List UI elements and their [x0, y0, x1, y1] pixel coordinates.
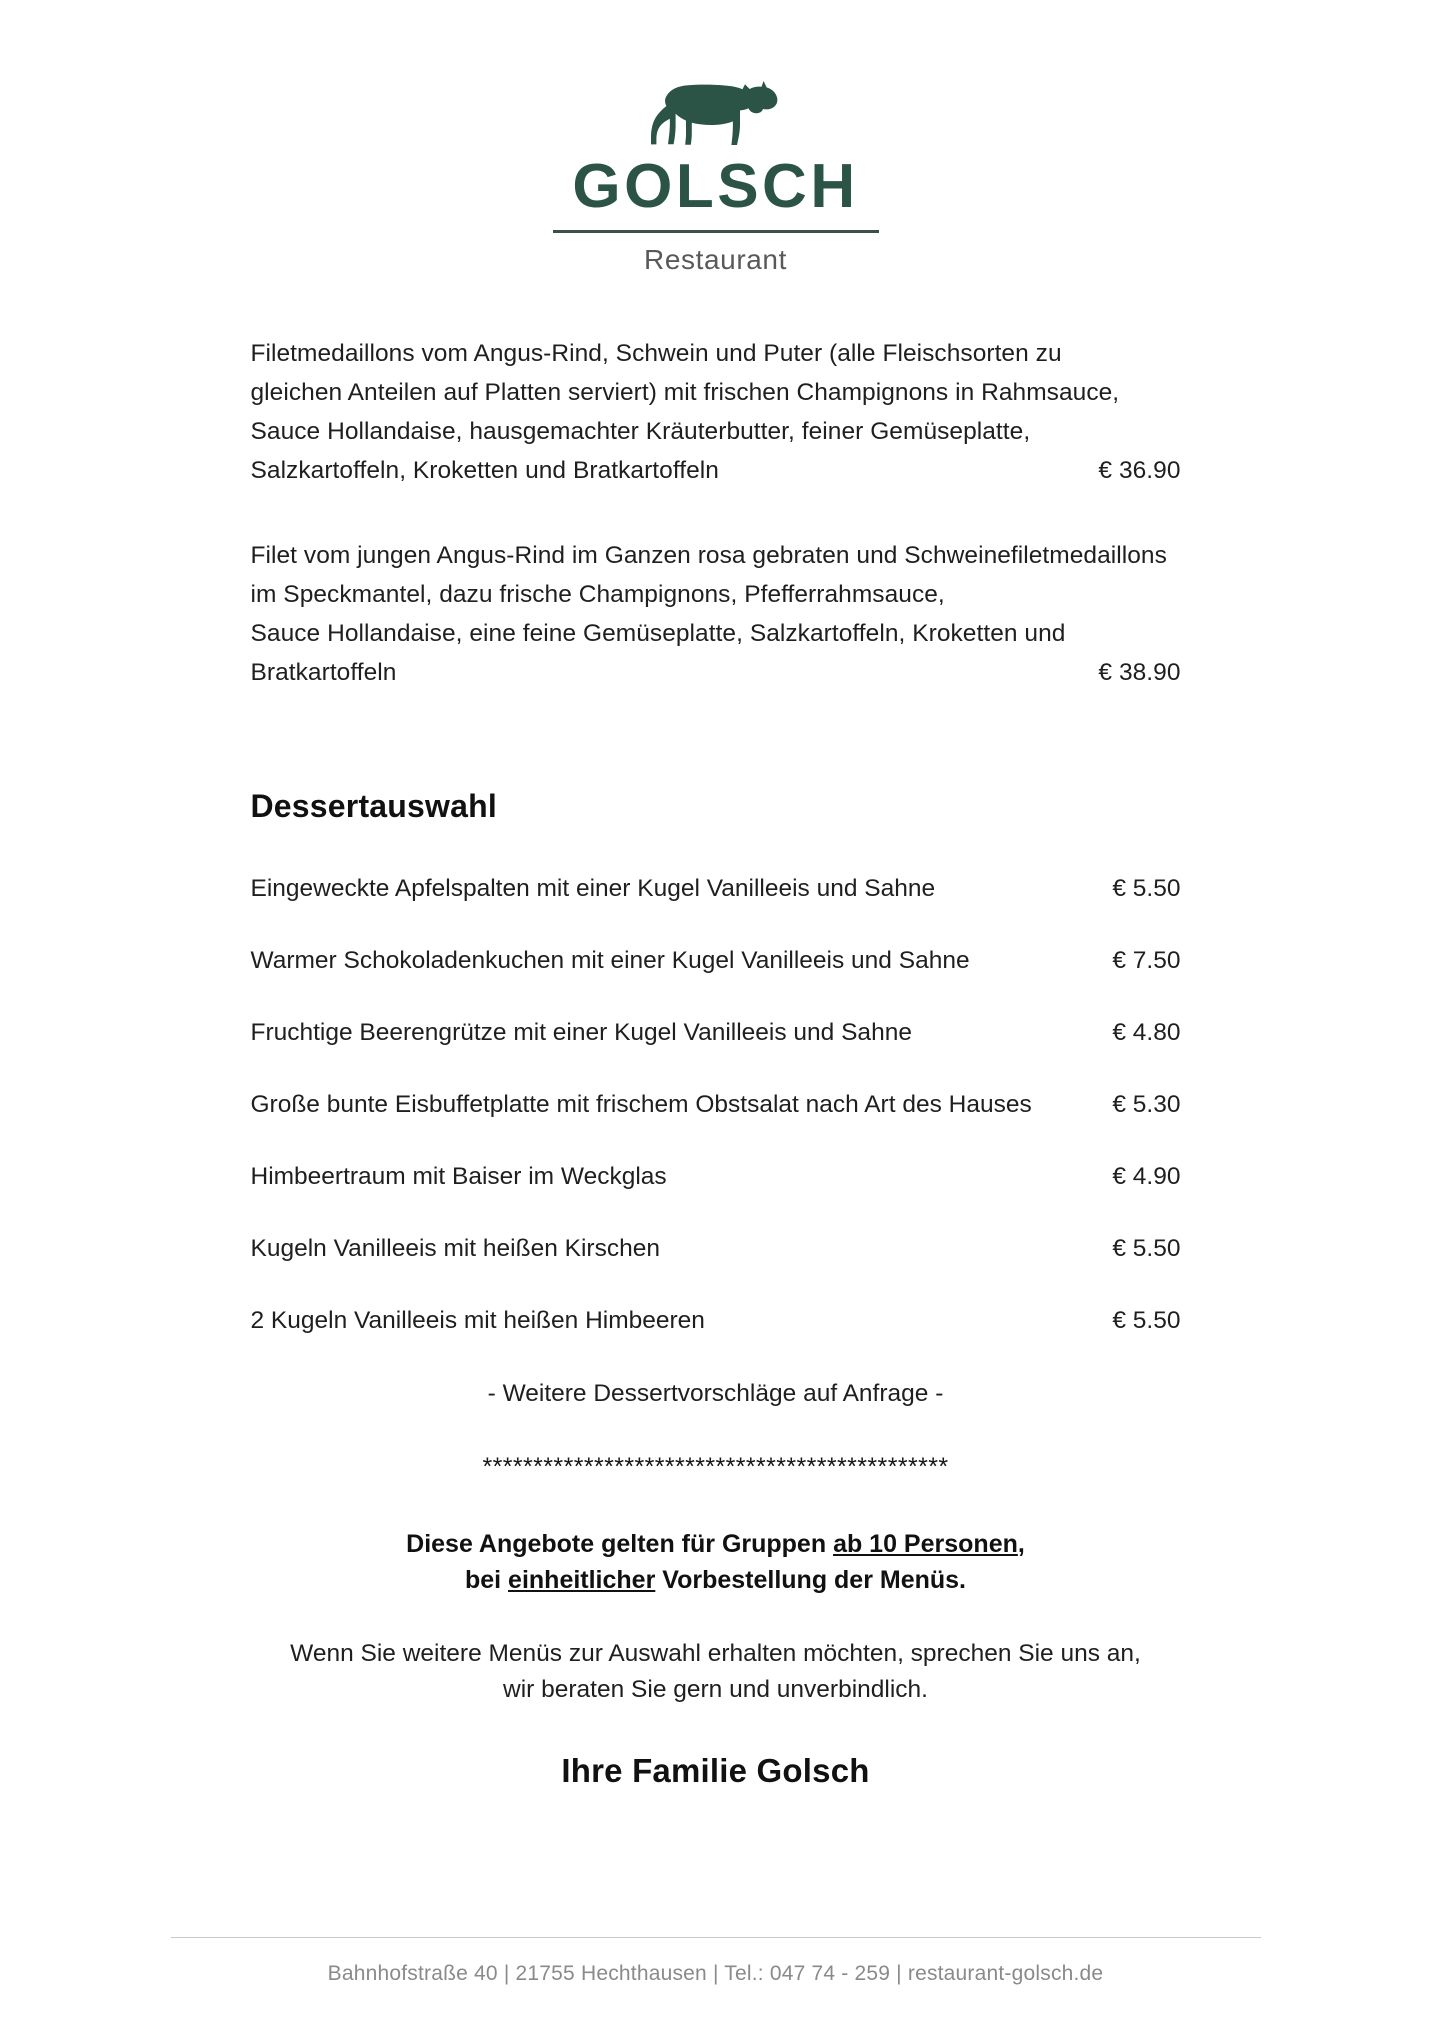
closing-note-line-1: Wenn Sie weitere Menüs zur Auswahl erhalten möchten, sprechen Sie uns an, — [290, 1640, 1141, 1667]
footer-divider-rule — [171, 1937, 1261, 1938]
dessert-name: Eingeweckte Apfelspalten mit einer Kugel Vanilleeis und Sahne — [250, 875, 936, 902]
menu-item-text: Filetmedaillons vom Angus-Rind, Schwein und Puter (alle Fleischsorten zu — [250, 340, 1062, 367]
closing-note — [251, 1636, 1181, 1708]
menu-item-text: Sauce Hollandaise, eine feine Gemüseplatte, Salzkartoffeln, Kroketten und — [250, 620, 1066, 647]
dessert-price: € 5.50 — [1112, 1307, 1181, 1334]
brand-name: GOLSCH — [572, 152, 859, 221]
signature-line: Ihre Familie Golsch — [561, 1752, 870, 1789]
menu-item-platter-2 — [251, 536, 1181, 692]
menu-item-platter-1 — [251, 334, 1181, 490]
menu-item-price: € 36.90 — [1098, 457, 1181, 484]
dessert-list-item — [251, 1017, 1181, 1049]
group-note-underlined-min-persons: ab 10 Personen — [833, 1530, 1018, 1558]
dessert-price: € 5.30 — [1112, 1091, 1181, 1118]
menu-item-text: Bratkartoffeln — [250, 659, 397, 686]
dessert-list-item — [251, 1089, 1181, 1121]
dessert-list-spacer — [251, 825, 1181, 873]
dessert-list-item — [251, 945, 1181, 977]
menu-item-line — [251, 373, 1181, 412]
menu-item-text: gleichen Anteilen auf Platten serviert) mit frischen Champignons in Rahmsauce, — [250, 379, 1120, 406]
asterisk-divider: ********************************************** — [482, 1453, 949, 1481]
dessert-name: Himbeertraum mit Baiser im Weckglas — [250, 1163, 667, 1190]
closing-note-line-2: wir beraten Sie gern und unverbindlich. — [503, 1676, 928, 1703]
menu-item-text: im Speckmantel, dazu frische Champignons, Pfefferrahmsauce, — [250, 581, 945, 608]
dessert-name: Große bunte Eisbuffetplatte mit frischem Obstsalat nach Art des Hauses — [250, 1091, 1032, 1118]
dessert-heading-spacer — [251, 692, 1181, 788]
group-note-text: Diese Angebote gelten für Gruppen — [406, 1530, 834, 1558]
dessert-name: Fruchtige Beerengrütze mit einer Kugel Vanilleeis und Sahne — [250, 1019, 912, 1046]
menu-item-line — [251, 334, 1181, 373]
dessert-price: € 4.80 — [1112, 1019, 1181, 1046]
group-booking-note-line-1 — [251, 1526, 1181, 1562]
restaurant-logo — [0, 0, 1431, 276]
group-note-text: Vorbestellung der Menüs. — [655, 1566, 967, 1594]
dessert-price: € 4.90 — [1112, 1163, 1181, 1190]
menu-items-spacer — [251, 490, 1181, 536]
menu-item-line — [251, 575, 1181, 614]
menu-item-line — [251, 412, 1181, 451]
group-note-underlined-uniform: einheitlicher — [508, 1566, 656, 1594]
dessert-name: Warmer Schokoladenkuchen mit einer Kugel Vanilleeis und Sahne — [250, 947, 970, 974]
menu-item-text: Filet vom jungen Angus-Rind im Ganzen rosa gebraten und Schweinefiletmedaillons — [250, 542, 1167, 569]
dessert-section-heading: Dessertauswahl — [250, 788, 497, 824]
dessert-name: Kugeln Vanilleeis mit heißen Kirschen — [250, 1235, 660, 1262]
menu-item-line-with-price — [251, 451, 1181, 490]
dessert-price: € 5.50 — [1112, 875, 1181, 902]
dessert-list-item — [251, 1305, 1181, 1337]
menu-item-line — [251, 536, 1181, 575]
dessert-list-item — [251, 873, 1181, 905]
dessert-name: 2 Kugeln Vanilleeis mit heißen Himbeeren — [250, 1307, 705, 1334]
brand-divider-rule — [553, 230, 879, 233]
group-note-text: bei — [464, 1566, 509, 1594]
footer-contact-info: Bahnhofstraße 40 | 21755 Hechthausen | Tel.: 047 74 - 259 | restaurant-golsch.de — [327, 1962, 1104, 1985]
dessert-price: € 5.50 — [1112, 1235, 1181, 1262]
menu-item-line-with-price — [251, 653, 1181, 692]
page-footer — [0, 1937, 1431, 1986]
menu-content — [171, 334, 1261, 1790]
dessert-price: € 7.50 — [1112, 947, 1181, 974]
menu-item-price: € 38.90 — [1098, 659, 1181, 686]
group-booking-note-line-2 — [251, 1562, 1181, 1598]
menu-item-text: Salzkartoffeln, Kroketten und Bratkartoffeln — [250, 457, 719, 484]
group-note-text: , — [1017, 1530, 1025, 1558]
dessert-request-note: - Weitere Dessertvorschläge auf Anfrage - — [487, 1380, 944, 1407]
menu-item-text: Sauce Hollandaise, hausgemachter Kräuterbutter, feiner Gemüseplatte, — [250, 418, 1031, 445]
dessert-list-item — [251, 1161, 1181, 1193]
menu-item-line — [251, 614, 1181, 653]
cow-icon — [650, 78, 782, 150]
group-booking-note — [251, 1526, 1181, 1598]
dessert-list-item — [251, 1233, 1181, 1265]
brand-subtitle: Restaurant — [644, 244, 787, 275]
